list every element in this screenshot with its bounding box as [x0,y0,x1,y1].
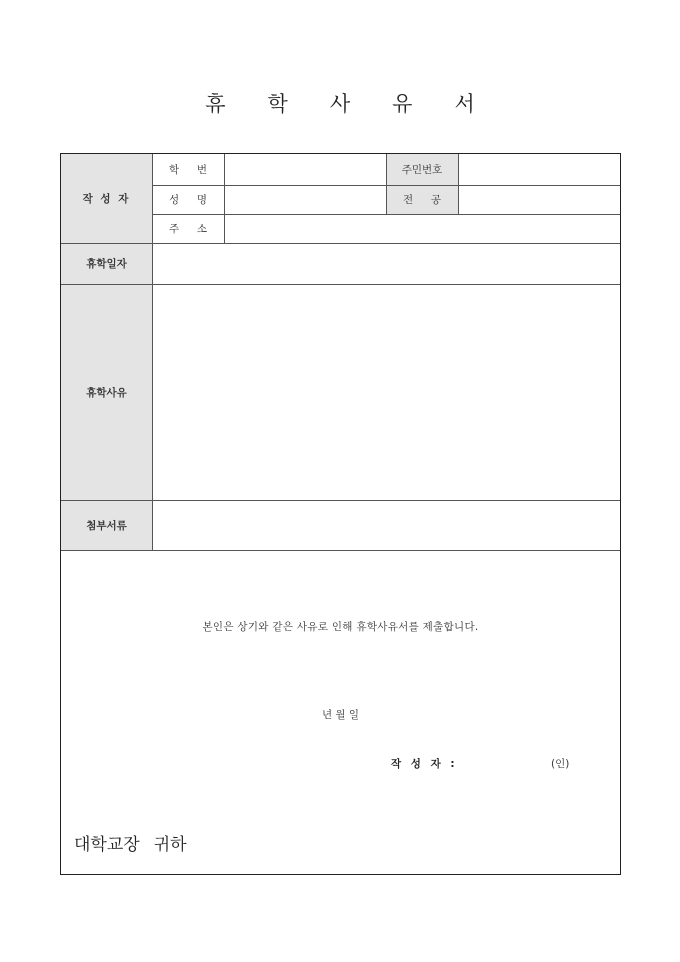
leave-date-label: 휴학일자 [86,258,127,270]
addressee-honorific: 귀하 [153,835,187,855]
declaration-statement: 본인은 상기와 같은 사유로 인해 휴학사유서를 제출합니다. [202,621,479,633]
author-label-cell [61,154,152,243]
document-title [0,88,680,118]
addressee [74,830,187,855]
resident-number-label: 주민번호 [401,164,443,176]
major-label-cell [386,185,458,214]
student-id-label-char: 학 [169,164,180,176]
addressee-recipient: 대학교장 [74,835,140,855]
address-label-char: 소 [196,223,207,235]
resident-number-label-cell [386,154,458,185]
leave-date-label-cell [61,243,152,284]
name-label-char: 성 [169,194,180,206]
grid-line [458,154,459,214]
attachments-label-cell [61,500,152,550]
resident-number-field[interactable] [458,154,620,185]
grid-line [224,154,225,243]
author-label: 작 성 자 [82,193,131,205]
address-field[interactable] [224,214,620,243]
title-char: 학 [267,92,288,116]
title-char: 휴 [205,92,226,116]
title-char: 유 [392,92,413,116]
major-label-char: 전 [403,194,414,206]
signature-label: 작 성 자 : [391,758,458,770]
leave-date-field[interactable] [152,243,620,284]
name-label-cell [152,185,224,214]
address-label-cell [152,214,224,243]
title-char: 서 [454,92,475,116]
attachments-field[interactable] [152,500,620,550]
grid-line [152,214,620,215]
date-line: 년 월 일 [321,709,360,721]
student-id-label-cell [152,154,224,185]
attachments-label: 첨부서류 [86,519,127,532]
name-label-char: 명 [196,194,207,206]
major-field[interactable] [458,185,620,214]
seal-mark: (인) [551,758,570,770]
major-label-char: 공 [430,194,441,206]
grid-line [61,284,620,285]
grid-line [61,550,620,551]
grid-line [152,154,153,550]
name-field[interactable] [224,185,386,214]
title-char: 사 [329,92,351,116]
grid-line [61,243,620,244]
grid-line [61,500,620,501]
leave-reason-label: 휴학사유 [86,386,127,399]
student-id-field[interactable] [224,154,386,185]
leave-reason-field[interactable] [152,284,620,500]
student-id-label-char: 번 [196,164,207,176]
grid-line [386,154,387,214]
address-label-char: 주 [169,223,180,235]
leave-form [60,153,621,875]
leave-reason-label-cell [61,284,152,500]
